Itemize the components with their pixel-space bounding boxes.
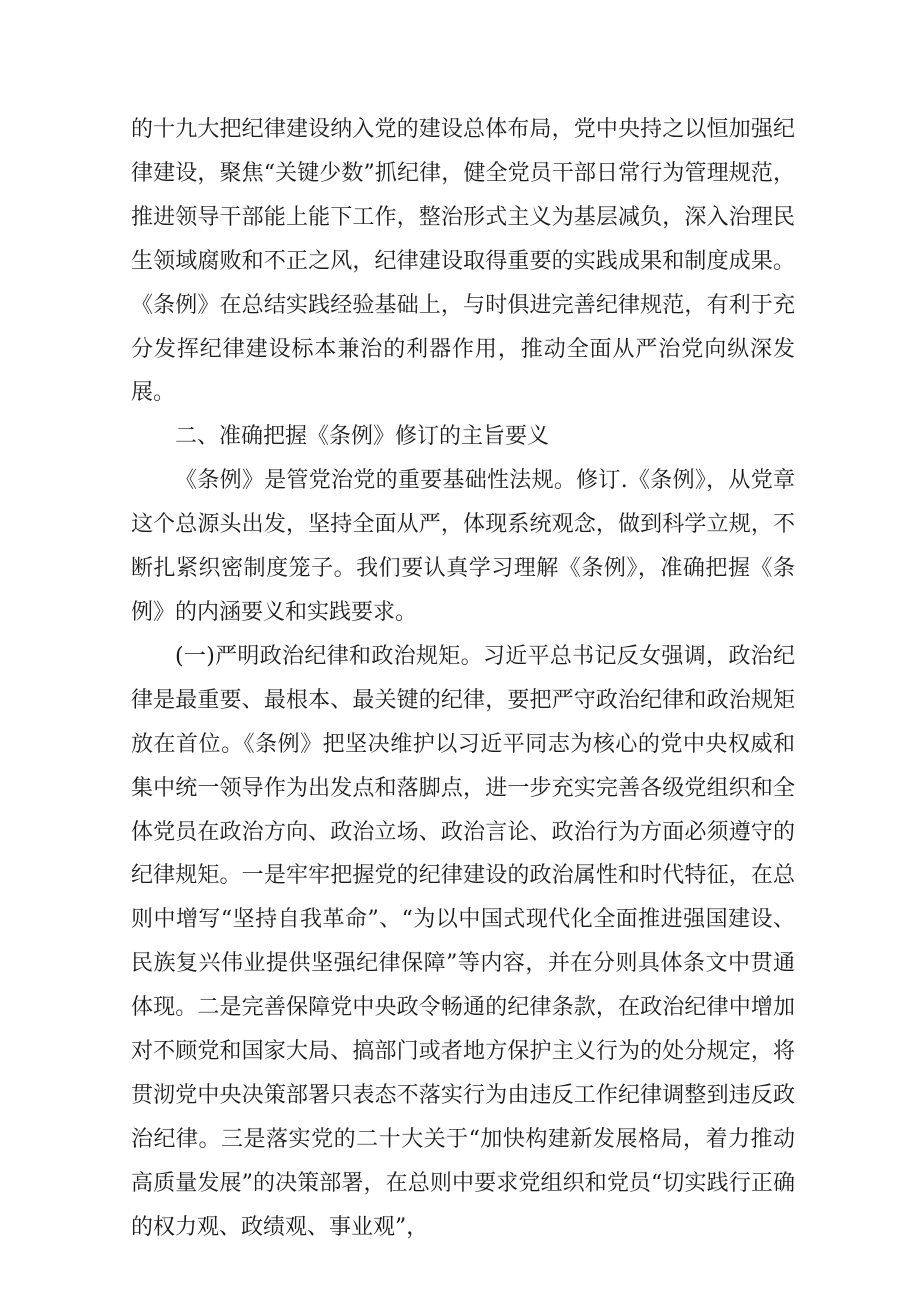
paragraph-political-discipline: (一)严明政治纪律和政治规矩。习近平总书记反女强调，政治纪律是最重要、最根本、最关键的纪律，要把严守政治纪律和政治规矩放在首位。《条例》把坚决维护以习近平同志为核心的党中央权威和集中统一领导作为出发点和落脚点，进一步充实完善各级党组织和全体党员在政治方向、政治立场、政治言论、政治行为方面必须遵守的纪律规矩。一是牢牢把握党的纪律建设的政治属性和时代特征，在总则中增写“坚持自我革命”、“为以中国式现代化全面推进强国建设、民族复兴伟业提供坚强纪律保障”等内容，并在分则具体条文中贯通体现。二是完善保障党中央政令畅通的纪律条款，在政治纪律中增加对不顾党和国家大局、搞部门或者地方保护主义行为的处分规定，将贯沏党中央决策部署只表态不落实行为由违反工作纪律调整到违反政治纪律。三是落实党的二十大关于“加快构建新发展格局，着力推动高质量发展”的决策部署，在总则中要求党组织和党员“切实践行正确的权力观、政绩观、事业观”，: [131, 643, 795, 1240]
document-body: [131, 108, 795, 1250]
paragraph-discipline-building: 的十九大把纪律建设纳入党的建设总体布局，党中央持之以恒加强纪律建设，聚焦“关键少数”抓纪律，健全党员干部日常行为管理规范，推进领导干部能上能下工作，整治形式主义为基层减负，深入治理民生领域腐败和不正之风，纪律建设取得重要的实践成果和制度成果。《条例》在总结实践经验基础上，与时俱进完善纪律规范，有利于充分发挥纪律建设标本兼治的利器作用，推动全面从严治党向纵深发展。: [131, 117, 795, 406]
paragraph-regulation-intro: 《条例》是管党治党的重要基础性法规。修订.《条例》，从党章这个总源头出发，坚持全面从严，体现系统观念，做到科学立规，不断扎紧织密制度笼子。我们要认真学习理解《条例》，准确把握《条例》的内涵要义和实践要求。: [131, 468, 795, 625]
section-heading: 二、准确把握《条例》修订的主旨要义: [175, 424, 550, 450]
